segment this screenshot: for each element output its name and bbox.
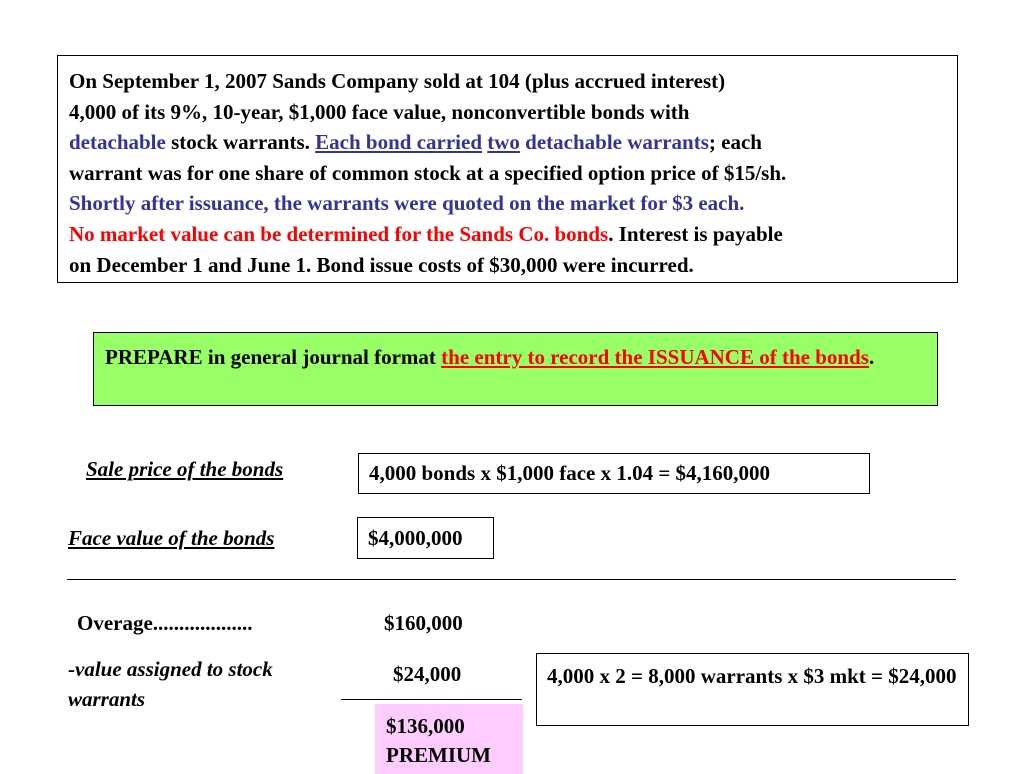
sale-price-calc-text: 4,000 bonds x $1,000 face x 1.04 = $4,160,000 xyxy=(369,461,771,485)
face-value-label: Face value of the bonds xyxy=(68,526,275,550)
premium-label: PREMIUM xyxy=(386,743,491,767)
interest-payable-text: . Interest is payable xyxy=(608,221,783,246)
prepare-text: PREPARE in general journal format xyxy=(105,345,442,369)
two-text: two xyxy=(487,130,520,155)
detachable-text: detachable xyxy=(69,130,166,155)
sale-price-label: Sale price of the bonds xyxy=(86,457,284,481)
warrant-label-line-2: warrants xyxy=(68,687,146,711)
warrant-label-line-1: value assigned to stock xyxy=(75,657,273,681)
stock-warrants-text: stock warrants. xyxy=(165,130,316,155)
problem-line-7: on December 1 and June 1. Bond issue costs of $30,000 were incurred. xyxy=(69,252,694,277)
warrant-label-dash: - xyxy=(68,657,75,681)
warrant-calc-box xyxy=(536,653,969,726)
prepare-entry-text: the entry to record the ISSUANCE of the bonds xyxy=(441,345,869,369)
premium-subtraction-line xyxy=(341,699,522,700)
each-bond-carried-text: Each bond carried xyxy=(315,130,482,155)
premium-amount: $136,000 xyxy=(386,714,465,738)
problem-line-6 xyxy=(69,219,957,250)
problem-line-5: Shortly after issuance, the warrants were quoted on the market for $3 each. xyxy=(69,191,745,216)
face-value-text: $4,000,000 xyxy=(368,525,463,550)
detachable-warrants-text: detachable warrants xyxy=(519,130,709,155)
problem-line-3 xyxy=(69,127,957,158)
overage-label: Overage................... xyxy=(77,611,253,635)
overage-value: $160,000 xyxy=(384,611,463,635)
prepare-period: . xyxy=(868,345,875,369)
subtraction-line xyxy=(67,579,956,580)
each-text: ; each xyxy=(708,130,762,155)
premium-box xyxy=(375,704,523,774)
problem-line-2: 4,000 of its 9%, 10-year, $1,000 face value, nonconvertible bonds with xyxy=(69,99,690,124)
no-market-value-text: No market value can be determined for the Sands Co. bonds xyxy=(69,221,609,246)
warrant-value: $24,000 xyxy=(393,662,462,686)
prepare-instruction-box xyxy=(93,332,938,406)
problem-line-1: On September 1, 2007 Sands Company sold at 104 (plus accrued interest) xyxy=(69,69,726,93)
face-value-box xyxy=(357,517,494,559)
warrant-calc-text: 4,000 x 2 = 8,000 warrants x $3 mkt = $24,000 xyxy=(547,664,957,688)
warrant-value-label xyxy=(68,654,273,714)
problem-statement-box xyxy=(57,55,958,283)
problem-line-4: warrant was for one share of common stock at a specified option price of $15/sh. xyxy=(69,160,787,185)
sale-price-calc-box xyxy=(358,453,870,494)
